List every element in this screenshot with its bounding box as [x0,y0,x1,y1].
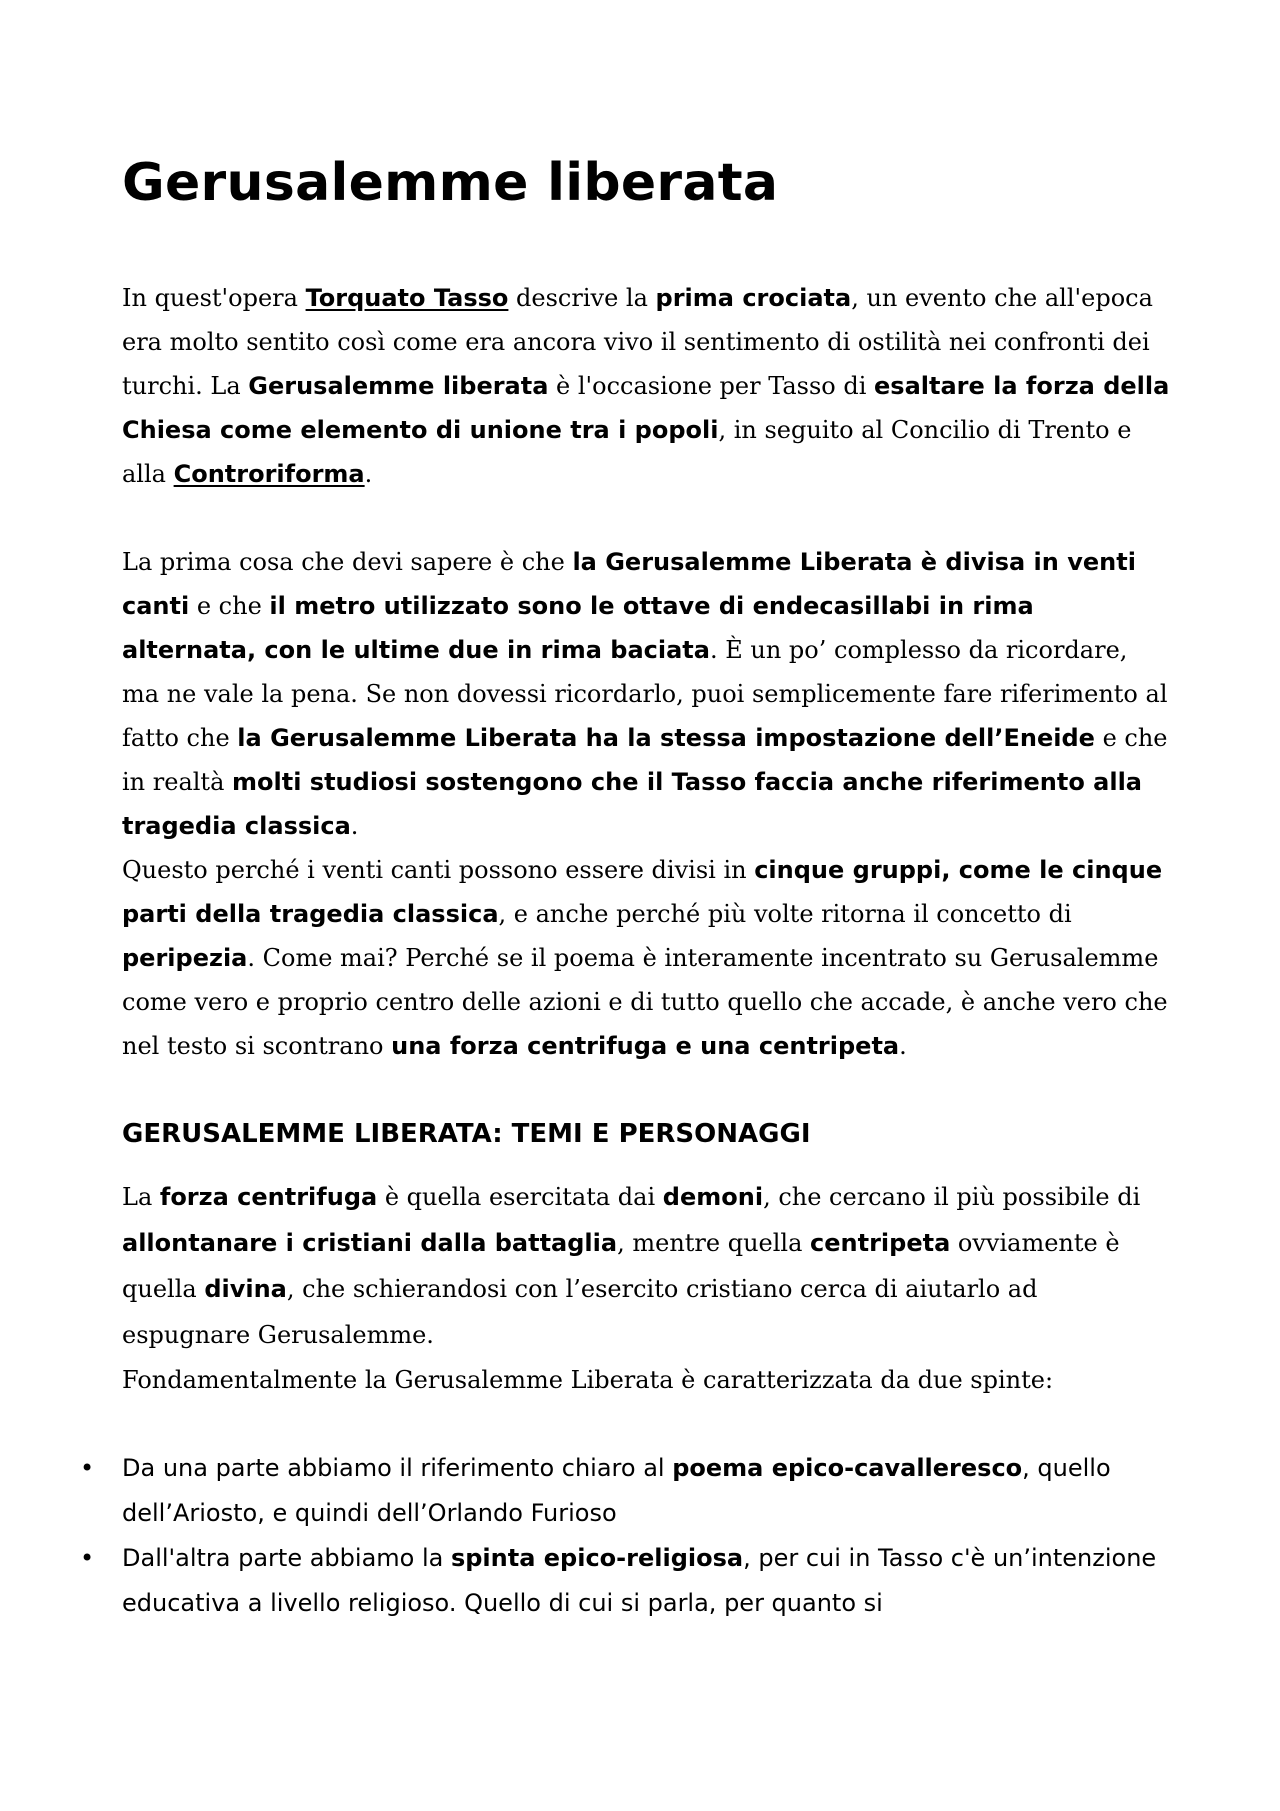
text-run: e che in realtà [122,724,1168,796]
text-run: , un evento che all'epoca era molto sentito così come era ancora vivo il sentimento di ostilità nei confronti dei turchi. La [122,284,1153,400]
text-run: , per cui in Tasso c'è un’intenzione educativa a livello religioso. Quello di cui si parla, per quanto si [122,1544,1157,1617]
link-torquato-tasso[interactable]: Torquato Tasso [305,284,509,312]
list-item [80,1446,1172,1536]
bold-text: la Gerusalemme Liberata ha la stessa impostazione dell’Eneide [237,724,1095,752]
text-run: . [899,1032,907,1060]
list-item [80,1536,1172,1626]
bold-text: Gerusalemme liberata [248,372,549,400]
bold-text: cinque gruppi, come le cinque parti della tragedia classica [122,856,1163,928]
text-run: , quello dell’Ariosto, e quindi dell’Orlando Furioso [122,1454,1111,1527]
text-run: e che [189,592,270,620]
bold-text: demoni [662,1183,764,1211]
bold-text: forza centrifuga [159,1183,378,1211]
forces-paragraph [122,1174,1172,1358]
bold-text: poema epico-cavalleresco [672,1454,1023,1482]
bold-text: la Gerusalemme Liberata è divisa in venti canti [122,548,1136,620]
text-run: . [350,812,359,840]
bold-text: esaltare la forza della Chiesa come elemento di unione tra i popoli [122,372,1170,444]
bold-text: una forza centrifuga e una centripeta [391,1032,900,1060]
text-run: , e anche perché più volte ritorna il concetto di [498,900,1072,928]
bold-text: il metro utilizzato sono le ottave di endecasillabi in rima alternata, con le ultime due in rima baciata [122,592,1034,664]
bold-text: divina [204,1275,287,1303]
text-run: , che schierandosi con l’esercito cristiano cerca di aiutarlo ad espugnare Gerusalemme. [122,1275,1038,1349]
intro-paragraph [122,276,1172,496]
link-controriforma[interactable]: Controriforma [173,460,365,488]
text-run: Da una parte abbiamo il riferimento chiaro al [122,1454,673,1482]
tragedy-paragraph [122,848,1172,1068]
text-run: è quella esercitata dai [377,1183,663,1211]
text-run: . È un po’ complesso da ricordare, ma ne vale la pena. Se non dovessi ricordarlo, puoi semplicemente fare riferimento al fatto che [122,636,1168,752]
text-run: , in seguito al Concilio di Trento e alla [122,416,1132,488]
section-heading: GERUSALEMME LIBERATA: TEMI E PERSONAGGI [122,1119,811,1149]
structure-paragraph [122,540,1172,848]
text-run: è l'occasione per Tasso di [548,372,875,400]
text-run: , che cercano il più possibile di [763,1183,1141,1211]
text-run: ovviamente è quella [122,1229,1120,1303]
text-run: La [122,1183,160,1211]
bullet-icon: • [80,1544,95,1572]
summary-paragraph: Fondamentalmente la Gerusalemme Liberata è caratterizzata da due spinte: [122,1366,1054,1394]
bold-text: allontanare i cristiani dalla battaglia [122,1229,618,1257]
text-run: In quest'opera [122,284,306,312]
document-content [80,148,1172,1626]
document-title: Gerusalemme liberata [122,153,779,213]
bullet-list [80,1446,1172,1626]
text-run: , mentre quella [617,1229,811,1257]
text-run: Questo perché i venti canti possono essere divisi in [122,856,755,884]
bold-text: molti studiosi sostengono che il Tasso faccia anche riferimento alla tragedia classica [122,768,1142,840]
text-run: descrive la [508,284,656,312]
text-run: La prima cosa che devi sapere è che [122,548,573,576]
bold-text: prima crociata [655,284,852,312]
bullet-icon: • [80,1454,95,1482]
text-run: . Come mai? Perché se il poema è interamente incentrato su Gerusalemme come vero e proprio centro delle azioni e di tutto quello che accade, è anche vero che nel testo si scontrano [122,944,1168,1060]
text-run: Dall'altra parte abbiamo la [122,1544,451,1572]
bold-text: centripeta [810,1229,951,1257]
bold-text: spinta epico-religiosa [450,1544,744,1572]
text-run: . [364,460,373,488]
bold-text: peripezia [122,944,248,972]
